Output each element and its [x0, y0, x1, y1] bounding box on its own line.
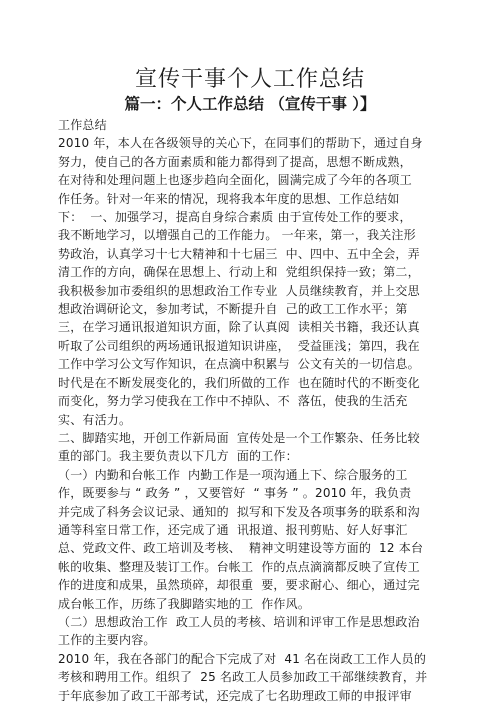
text-line: 下： 一、加强学习，提高自身综合素质 由于宣传处工作的要求， [58, 210, 412, 225]
text-line: 帐的收集、整理及装订工作。台帐工 作的点点滴滴都反映了宣传工 [58, 559, 420, 574]
text-line: 成台帐工作，历练了我脚踏实地的工 作作风。 [58, 596, 311, 611]
body-text [58, 116, 466, 705]
text-line: 势政治，认真学习十七大精神和十七届三 中、四中、五中全会，弄 [58, 246, 420, 261]
text-line: 通等科室日常工作，还完成了通 讯报道、报刊剪贴、好人好事汇 [58, 522, 408, 537]
text-line: 时代是在不断发展变化的，我们所做的工作 也在随时代的不断变化 [58, 375, 420, 390]
text-line: 努力，使自己的各方面素质和能力都得到了提高，思想不断成熟， [58, 154, 412, 169]
text-line: 想政治调研论文，参加考试，不断提升自 己的政工工作水平；第 [58, 302, 408, 317]
text-line: 工作总结 [58, 118, 107, 132]
text-line: 实、有活力。 [58, 412, 132, 427]
text-line: 并完成了科务会议记录、通知的 拟写和下发及各项事务的联系和沟 [58, 504, 420, 519]
text-line: （一）内勤和台帐工作 内勤工作是一项沟通上下、综合服务的工 [58, 467, 408, 482]
text-line: 我积极参加市委组织的思想政治工作专业 人员继续教育，并上交思 [58, 283, 420, 298]
page-title: 宣传干事个人工作总结 [134, 67, 365, 92]
text-line: 作的进度和成果，虽然琐碎，却很重 要，要求耐心、细心，通过完 [58, 578, 420, 593]
text-line: 考核和聘用工作。组织了 25 名政工人员参加政工干部继续教育，并 [58, 670, 428, 685]
text-line: （二）思想政治工作 政工人员的考核、培训和评审工作是思想政治 [58, 614, 420, 629]
text-line: 而变化，努力学习使我在工作中不掉队、不 落伍，使我的生活充 [58, 394, 408, 409]
text-line: 2010 年，我在各部门的配合下完成了对 41 名在岗政工工作人员的 [58, 651, 427, 666]
text-line: 三，在学习通讯报道知识方面，除了认真阅 读相关书籍，我还认真 [58, 320, 420, 335]
text-line: 作任务。针对一年来的情况，现将我本年度的思想、工作总结如 [58, 191, 400, 206]
text-line: 总、党政文件、政工培训及考核、 精神文明建设等方面的 12 本台 [58, 541, 424, 556]
text-line: 我不断地学习，以增强自己的工作能力。 一年来，第一，我关注形 [58, 228, 416, 243]
text-line: 在对待和处理问题上也逐步趋向全面化，圆满完成了今年的各项工 [58, 173, 412, 188]
text-line: 二、脚踏实地，开创工作新局面 宣传处是一个工作繁杂、任务比较 [58, 430, 420, 445]
text-line: 2010 年，本人在各级领导的关心下，在同事们的帮助下，通过自身 [58, 136, 423, 151]
text-line: 重的部门。我主要负责以下几方 面的工作： [58, 449, 298, 464]
text-line: 工作中学习公文写作知识，在点滴中积累与 公文有关的一切信息。 [58, 357, 420, 372]
text-line: 作，既要参与 “ 政务 ” ，又要管好 “ 事务 ” 。2010 年，我负责 [58, 486, 412, 501]
text-line: 听取了公司组织的两场通讯报道知识讲座， 受益匪浅；第四，我在 [58, 338, 420, 353]
text-line: 于年底参加了政工干部考试，还完成了七名助理政工师的申报评审 [58, 688, 412, 703]
section-subtitle: 篇一：个人工作总结 （宣传干事 ）】 [124, 95, 376, 113]
text-line: 工作的主要内容。 [58, 633, 156, 648]
text-line: 清工作的方向，确保在思想上、行动上和 党组织保持一致；第二， [58, 265, 420, 280]
